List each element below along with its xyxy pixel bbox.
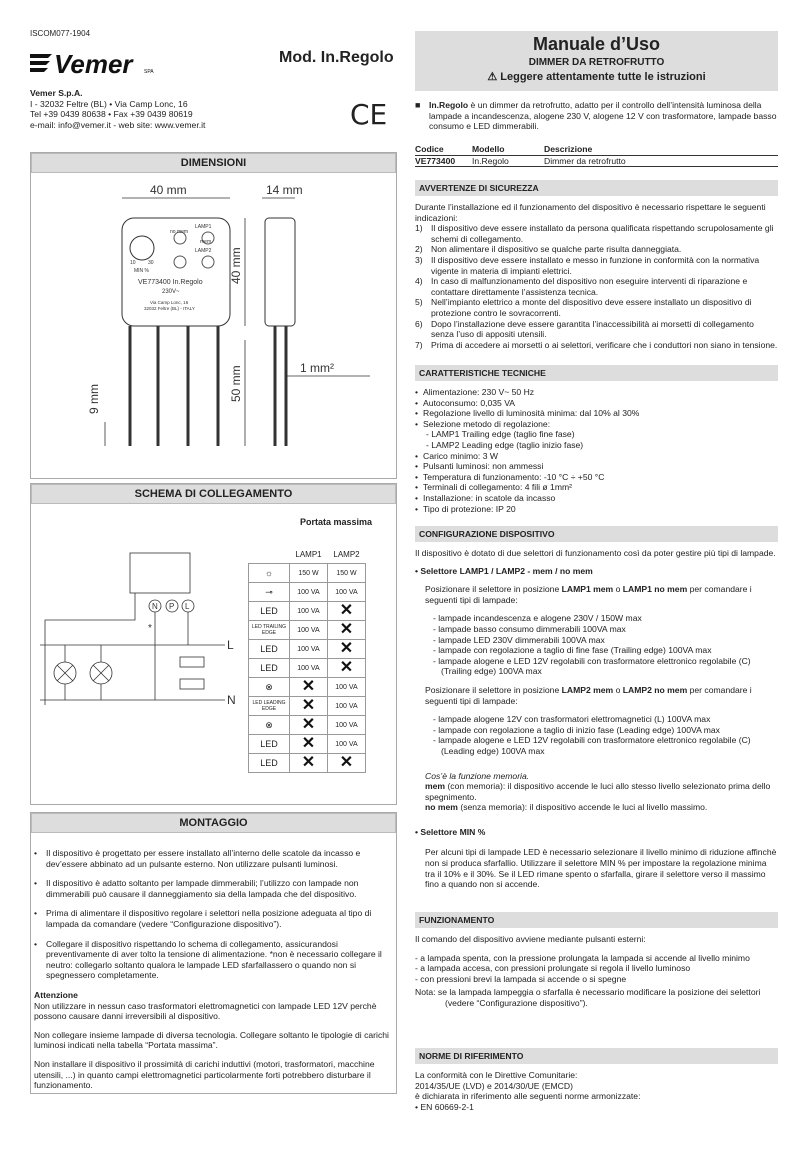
company-web: e-mail: info@vemer.it - web site: www.vemer.it [30, 120, 206, 130]
sicurezza-item [415, 297, 778, 318]
sicurezza-item-number: 4) [415, 276, 423, 287]
portata-row [249, 716, 366, 735]
config-lamp-item: (Trailing edge) 100VA max [441, 666, 542, 677]
portata-row [249, 659, 366, 678]
bullet-icon: • [415, 418, 419, 429]
not-allowed-cross-icon: ✕ [301, 754, 316, 771]
not-allowed-cross-icon: ✕ [301, 697, 316, 714]
codes-table [415, 144, 778, 167]
col-lamp2: LAMP2 [333, 549, 360, 559]
dim-width: 40 mm [150, 183, 187, 197]
tecniche-item [415, 387, 778, 398]
codes-h3: Descrizione [544, 144, 593, 154]
portata-row [249, 602, 366, 621]
portata-row [249, 621, 366, 640]
config-lamp-item: - lampade incandescenza e alogene 230V / 150W max [433, 613, 642, 624]
dimensioni-header: DIMENSIONI [31, 153, 396, 173]
tecniche-item-text: Installazione: in scatole da incasso [423, 492, 556, 503]
sicurezza-section [415, 180, 778, 350]
not-allowed-cross-icon: ✕ [339, 754, 354, 771]
bullet-icon: • [34, 938, 38, 949]
tecniche-item [415, 440, 778, 451]
bullet-icon: • [415, 397, 419, 408]
config-lamp-item: - lampade alogene e LED 12V regolabili con trasformatore elettronico regolabile (C) [433, 655, 751, 666]
p1-post: per comandare i seguenti tipi di lampade: [425, 584, 752, 605]
p2-pre: Posizionare il selettore in posizione [425, 684, 562, 695]
attention-title: Attenzione [34, 989, 78, 1000]
bullet-icon [415, 440, 423, 451]
portata-value-cell [290, 735, 328, 754]
dim-mem: mem [200, 239, 212, 245]
nomem-label: no mem [425, 802, 458, 813]
tecniche-item [415, 419, 778, 430]
config-section: CONFIGURAZIONE DISPOSITIVO Il dispositivo è dotato di due selettori di funzionamento così da poter gestire più tipi di lampade. • Selettore LAMP1 / LAMP2 - mem / no mem Posizionare il selettore in posizione LAMP1 mem o LAMP1 no mem per comandare i seguenti tipi di lampade: - lampade incandescenza e alogene 230V / 150W max - lampade basso consumo dimmerabili 100VA max - lampade LED 230V dimmerabili 100VA max - lampade con regolazione a taglio di fine fase (Trailing edge) 100VA max - lampade alogene e LED 12V regolabili con trasformatore elettronico regolabile (C) (Trailing edge) 100VA max Posizionare il selettore in posizione LAMP2 mem o LAMP2 no mem per comandare i seguenti tipi di lampade: - lampade alogene 12V con trasformatori elettromagnetici (L) 100VA max - lampade con regolazione a taglio di inizio fase (Leading edge) 100VA max - lampade alogene e LED 12V regolabili con trasformatore elettronico regolabile (C) (Leading edge) 100VA max Cos’è la funzione memoria. mem (con memoria): il dispositivo accende le luci allo stesso livello selezionato prima dello spegnimento. no mem (senza memoria): il dispositivo accende le luci al livello massimo. • Selettore MIN % Per alcuni tipi di lampade LED è necessario selezionare il livello minimo di riduzione affinchè non si produca sfarfallio. Utilizzare il selettore MIN % per impostare la regolazione minima tra il 10% e il 30%. Se il LED rimane spento o sfarfalla, girare il selettore verso il massimo fino a quando non si accende. [415, 526, 778, 890]
portata-value-cell [328, 754, 366, 773]
config-lamp-item: (Leading edge) 100VA max [441, 745, 545, 756]
bullet-icon: • [415, 387, 419, 397]
config-header: CONFIGURAZIONE DISPOSITIVO [415, 526, 778, 542]
sicurezza-item-text: Non alimentare il dispositivo se qualche parte risulta danneggiata. [431, 244, 682, 255]
montaggio-body [34, 848, 389, 1099]
wiring-L: L [227, 638, 234, 652]
montaggio-bullet [34, 848, 389, 869]
funzionamento-header: FUNZIONAMENTO [415, 912, 778, 928]
mem-label: mem [425, 781, 446, 792]
sicurezza-item-number: 2) [415, 244, 423, 255]
dim-device-code: VE773400 In.Regolo [138, 279, 203, 286]
portata-row [249, 564, 366, 583]
sicurezza-item-text: In caso di malfunzionamento del dispositivo non eseguire interventi di riparazione e contattare direttamente l’assistenza tecnica. [431, 276, 748, 297]
p1-pre: Posizionare il selettore in posizione [425, 584, 562, 595]
codes-r1: VE773400 [415, 155, 456, 166]
lamp-type-cell: ⊗ [249, 716, 290, 735]
portata-value-cell: 100 VA [290, 583, 328, 602]
bullet-icon: • [415, 408, 419, 419]
sicurezza-item [415, 223, 778, 244]
square-bullet-icon: ■ [415, 100, 421, 110]
wiring-N: N [227, 693, 236, 705]
p1-b2: LAMP1 no mem [622, 584, 688, 595]
portata-row [249, 583, 366, 602]
sicurezza-item [415, 255, 778, 276]
company-address: I - 32032 Feltre (BL) • Via Camp Lonc, 16 [30, 99, 188, 109]
manual-header [415, 31, 778, 91]
norme-line: • EN 60669-2-1 [415, 1101, 474, 1112]
dim-n10: 10 [130, 260, 136, 266]
tecniche-item-text: Alimentazione: 230 V~ 50 Hz [423, 387, 535, 397]
manual-subtitle: DIMMER DA RETROFRUTTO [528, 57, 665, 68]
p2-b2: LAMP2 no mem [622, 684, 688, 695]
tecniche-item-text: Temperatura di funzionamento: -10 °C ÷ +50 °C [423, 471, 605, 482]
portata-value-cell [290, 678, 328, 697]
min-text: Per alcuni tipi di lampade LED è necessario selezionare il livello minimo di riduzione affinchè non si produca sfarfallio. Utilizzare il selettore MIN % per impostare la regolazione minima tra il 10% e il 30%. Se il LED rimane spento o sfarfalla, girare il selettore verso il massimo fino a quando non si accende. [425, 847, 777, 890]
portata-value-cell [290, 754, 328, 773]
document-code: ISCOM077-1904 [30, 29, 91, 38]
dim-section: 1 mm² [300, 361, 334, 375]
term-n: N [152, 602, 158, 611]
lamp-type-cell: LED [249, 602, 290, 621]
warning-icon: ⚠ [487, 71, 498, 83]
portata-row [249, 678, 366, 697]
norme-header: NORME DI RIFERIMENTO [415, 1048, 778, 1064]
dim-device-voltage: 230V~ [162, 289, 180, 295]
tecniche-item-text: Tipo di protezione: IP 20 [423, 503, 516, 514]
codes-r3: Dimmer da retrofrutto [544, 155, 626, 166]
norme-section [415, 1048, 778, 1112]
montaggio-bullet [34, 878, 389, 899]
montaggio-bullet [34, 939, 389, 981]
dim-depth: 14 mm [266, 183, 303, 197]
config-lamp-item: - lampade con regolazione a taglio di fine fase (Trailing edge) 100VA max [433, 645, 712, 656]
tecniche-item [415, 504, 778, 515]
p2-mid: o [613, 684, 623, 695]
config-lamp-item: - lampade con regolazione a taglio di inizio fase (Leading edge) 100VA max [433, 724, 720, 735]
funz-intro: Il comando del dispositivo avviene mediante pulsanti esterni: [415, 934, 646, 944]
sicurezza-item-number: 1) [415, 223, 423, 234]
portata-row [249, 697, 366, 716]
not-allowed-cross-icon: ✕ [339, 621, 354, 638]
config-intro: Il dispositivo è dotato di due selettori di funzionamento così da poter gestire più tipi di lampade. [415, 548, 776, 558]
montaggio-bullet [34, 908, 389, 929]
funzionamento-section [415, 912, 778, 1009]
tecniche-item-text: - LAMP1 Trailing edge (taglio fine fase) [426, 429, 575, 440]
portata-value-cell [328, 602, 366, 621]
brand-name: Vemer [54, 49, 133, 78]
config-lamp-item: - lampade LED 230V dimmerabili 100VA max [433, 634, 605, 645]
term-p: P [169, 602, 175, 611]
portata-value-cell: 150 W [328, 564, 366, 583]
montaggio-bullet-text: Collegare il dispositivo rispettando lo schema di collegamento, assicurandosi preventivamente di aver tolto la tensione di alimentazione. *non è necessario collegare il neutro: collegarlo soltanto qualora le lampade LED sfarfallassero o quando non si spegnessero completamente. [46, 938, 382, 981]
bullet-icon: • [415, 461, 419, 472]
dim-n30: 30 [148, 260, 154, 266]
p1-b1: LAMP1 mem [561, 584, 614, 595]
bullet-icon: • [415, 450, 419, 461]
ce-mark: CE [350, 98, 388, 131]
not-allowed-cross-icon: ✕ [301, 678, 316, 695]
dim-lamp2: LAMP2 [195, 248, 212, 254]
not-allowed-cross-icon: ✕ [301, 716, 316, 733]
codes-h1: Codice [415, 144, 444, 154]
funz-item: - a lampada spenta, con la pressione prolungata la lampada si accende al livello minimo [415, 952, 750, 963]
montaggio-bullet-text: Prima di alimentare il dispositivo regolare i selettori nella posizione adeguata al tipo di lampada da comandare (vedere “Configurazione dispositivo”). [46, 908, 372, 929]
bullet-icon: • [34, 848, 38, 858]
schema-header: SCHEMA DI COLLEGAMENTO [31, 484, 396, 504]
portata-value-cell: 100 VA [328, 697, 366, 716]
sicurezza-item-text: Dopo l’installazione deve essere garantita l’inaccessibilità ai morsetti di collegamento senza l’uso di appositi utensili. [431, 318, 754, 340]
codes-h2: Modello [472, 144, 505, 154]
tecniche-header: CARATTERISTICHE TECNICHE [415, 365, 778, 381]
portata-row [249, 640, 366, 659]
dim-no-mem: no mem [170, 229, 189, 235]
mem-text: (con memoria): il dispositivo accende le luci allo stesso livello selezionato prima dello spegnimento. [425, 781, 771, 802]
intro-text: è un dimmer da retrofrutto, adatto per il controllo dell’intensità luminosa della lampade a incandescenza, alogene 230 V, alogene 12 V con trasformatore, lampade basso consumo e LED dimmerabili. [429, 100, 777, 132]
sicurezza-item-number: 6) [415, 318, 423, 329]
wiring-diagram [35, 545, 245, 705]
portata-value-cell [328, 621, 366, 640]
sicurezza-item-number: 3) [415, 254, 423, 265]
attention-paragraph: Non utilizzare in nessun caso trasformatori elettromagnetici con lampade LED 12V perchè possono causare danni irreversibili al dispositivo. [34, 1000, 377, 1022]
sicurezza-item-text: Prima di accedere ai morsetti o ai selettori, verificare che i conduttori non siano in tensione. [431, 339, 778, 350]
tecniche-item [415, 472, 778, 483]
dim-device-addr1: Via Camp Lonc, 16 [150, 300, 189, 305]
p1-mid: o [613, 584, 623, 595]
nomem-text: (senza memoria): il dispositivo accende le luci al livello massimo. [457, 802, 708, 813]
term-l: L [185, 602, 190, 611]
col-lamp1: LAMP1 [295, 549, 322, 559]
tecniche-section [415, 365, 778, 514]
bullet-icon: • [415, 471, 419, 482]
sicurezza-item [415, 340, 778, 351]
config-lamp-item: - lampade alogene 12V con trasformatori elettromagnetici (L) 100VA max [433, 714, 711, 725]
tecniche-item-text: Carico minimo: 3 W [423, 450, 498, 461]
intro-block [415, 100, 778, 132]
portata-value-cell: 100 VA [328, 583, 366, 602]
tecniche-item [415, 461, 778, 472]
company-phone: Tel +39 0439 80638 • Fax +39 0439 80619 [30, 109, 193, 119]
bullet-icon: • [34, 908, 38, 919]
tecniche-item [415, 482, 778, 493]
portata-value-cell: 100 VA [328, 678, 366, 697]
lamp-type-cell: LED TRAILING EDGE [249, 621, 290, 640]
portata-value-cell [328, 640, 366, 659]
memory-title: Cos’è la funzione memoria. [425, 770, 530, 781]
portata-value-cell: 150 W [290, 564, 328, 583]
not-allowed-cross-icon: ✕ [301, 735, 316, 752]
brand-suffix: SPA [144, 69, 154, 75]
portata-title: Portata massima [300, 517, 373, 527]
tecniche-item [415, 398, 778, 409]
attention-paragraph: Non collegare insieme lampade di diversa tecnologia. Collegare soltanto le tipologie di carichi luminosi indicati nella tabella “Portata massima”. [34, 1029, 389, 1051]
tecniche-item-text: Autoconsumo: 0,035 VA [423, 397, 516, 408]
dim-min: MIN % [134, 268, 149, 274]
bullet-icon [415, 429, 423, 440]
dim-height: 40 mm [229, 247, 243, 284]
montaggio-bullet-text: Il dispositivo è progettato per essere installato all’interno delle scatole da incasso e dev’essere abbinato ad un pulsante esterno. Non utilizzare pulsanti luminosi. [46, 848, 361, 869]
p2-b1: LAMP2 mem [561, 684, 614, 695]
portata-table [248, 545, 366, 773]
tecniche-item [415, 493, 778, 504]
funz-item: - a lampada accesa, con pressioni prolungate si regola il livello luminoso [415, 963, 691, 974]
norme-line: è dichiarata in riferimento alle seguenti norme armonizzate: [415, 1091, 641, 1102]
portata-value-cell [328, 659, 366, 678]
lamp-type-cell: ⊗ [249, 678, 290, 697]
sicurezza-intro: Durante l’installazione ed il funzionamento del dispositivo è necessario rispettare le seguenti indicazioni: [415, 202, 766, 223]
portata-value-cell: 100 VA [328, 716, 366, 735]
sicurezza-header: AVVERTENZE DI SICUREZZA [415, 180, 778, 196]
norme-line: La conformità con le Direttive Comunitarie: [415, 1070, 578, 1080]
dim-wire-len: 50 mm [229, 365, 243, 402]
portata-row [249, 754, 366, 773]
portata-row [249, 735, 366, 754]
montaggio-header: MONTAGGIO [31, 813, 396, 833]
portata-value-cell: 100 VA [290, 602, 328, 621]
tecniche-item-text: Regolazione livello di luminosità minima: dal 10% al 30% [423, 408, 640, 419]
sicurezza-item [415, 319, 778, 340]
not-allowed-cross-icon: ✕ [339, 602, 354, 619]
tecniche-item [415, 408, 778, 419]
lamp-type-cell: LED LEADING EDGE [249, 697, 290, 716]
tecniche-item-text: Terminali di collegamento: 4 fili ø 1mm² [423, 482, 573, 493]
tecniche-item [415, 451, 778, 462]
dimensions-drawing [30, 180, 395, 475]
model-title: Mod. In.Regolo [279, 49, 394, 66]
portata-value-cell [290, 716, 328, 735]
lamp-type-cell: LED [249, 659, 290, 678]
sicurezza-item-number: 7) [415, 339, 423, 350]
dim-lamp1: LAMP1 [195, 224, 212, 230]
bullet-icon: • [415, 492, 419, 503]
sicurezza-item-text: Il dispositivo deve essere installato e messo in funzione in conformità con la normativa vigente in materia di impianti elettrici. [431, 254, 760, 276]
sicurezza-item-text: Nell’impianto elettrico a monte del dispositivo deve essere installato un dispositivo di protezione contro le sovracorrenti. [431, 297, 752, 318]
dim-device-addr2: 32032 Feltre (BL) - ITALY [144, 306, 195, 311]
portata-value-cell: 100 VA [328, 735, 366, 754]
lamp-type-cell: ☼ [249, 564, 290, 583]
portata-value-cell: 100 VA [290, 659, 328, 678]
attention-paragraph: Non installare il dispositivo il prossimità di carichi induttivi (motori, trasformatori, macchine utensili, ...) in quanto campi elettromagnetici particolarmente forti potrebbero disturbare il funzionamento. [34, 1058, 375, 1091]
sicurezza-item [415, 244, 778, 255]
selector-title: Selettore LAMP1 / LAMP2 - mem / no mem [420, 565, 593, 576]
manual-warning: Leggere attentamente tutte le istruzioni [500, 71, 706, 83]
codes-r2: In.Regolo [472, 155, 509, 166]
sicurezza-item-text: Il dispositivo deve essere installato da persona qualificata rispettando scrupolosamente gli schemi di collegamento. [431, 223, 774, 244]
company-name: Vemer S.p.A. [30, 88, 83, 98]
portata-value-cell [290, 697, 328, 716]
dim-strip: 9 mm [87, 384, 101, 414]
term-star: * [148, 623, 152, 634]
tecniche-item [415, 429, 778, 440]
manual-title: Manuale d’Uso [532, 34, 661, 54]
tecniche-item-text: - LAMP2 Leading edge (taglio inizio fase) [426, 439, 584, 450]
config-lamp-item: - lampade basso consumo dimmerabili 100VA max [433, 623, 626, 634]
not-allowed-cross-icon: ✕ [339, 640, 354, 657]
tecniche-item-text: Pulsanti luminosi: non ammessi [423, 461, 544, 472]
portata-value-cell: 100 VA [290, 621, 328, 640]
tecniche-item-text: Selezione metodo di regolazione: [423, 418, 551, 429]
not-allowed-cross-icon: ✕ [339, 659, 354, 676]
funz-item: - con pressioni brevi la lampada si accende o si spegne [415, 973, 627, 984]
config-lamp-item: - lampade alogene e LED 12V regolabili con trasformatore elettronico regolabile (C) [433, 735, 751, 746]
vemer-logo [30, 48, 160, 78]
bullet-icon: • [415, 503, 419, 514]
bullet-icon: • [34, 878, 38, 889]
lamp-type-cell: LED [249, 754, 290, 773]
norme-line: 2014/35/UE (LVD) e 2014/30/UE (EMCD) [415, 1080, 573, 1091]
lamp-type-cell: ⊸ [249, 583, 290, 602]
montaggio-bullet-text: Il dispositivo è adatto soltanto per lampade dimmerabili; l’utilizzo con lampade non dimmerabili può causare il danneggiamento sia della lampada che del dispositivo. [46, 878, 359, 899]
sicurezza-item-number: 5) [415, 297, 423, 308]
lamp-type-cell: LED [249, 640, 290, 659]
p2-post: per comandare i seguenti tipi di lampade: [425, 684, 752, 706]
portata-value-cell: 100 VA [290, 640, 328, 659]
funz-note: Nota: se la lampada lampeggia o sfarfalla è necessario modificare la posizione dei selettori (vedere “Configurazione dispositivo”). [415, 987, 761, 1008]
min-title: Selettore MIN % [420, 826, 486, 837]
sicurezza-item [415, 276, 778, 297]
bullet-icon: • [415, 482, 419, 493]
intro-product: In.Regolo [429, 100, 469, 110]
lamp-type-cell: LED [249, 735, 290, 754]
